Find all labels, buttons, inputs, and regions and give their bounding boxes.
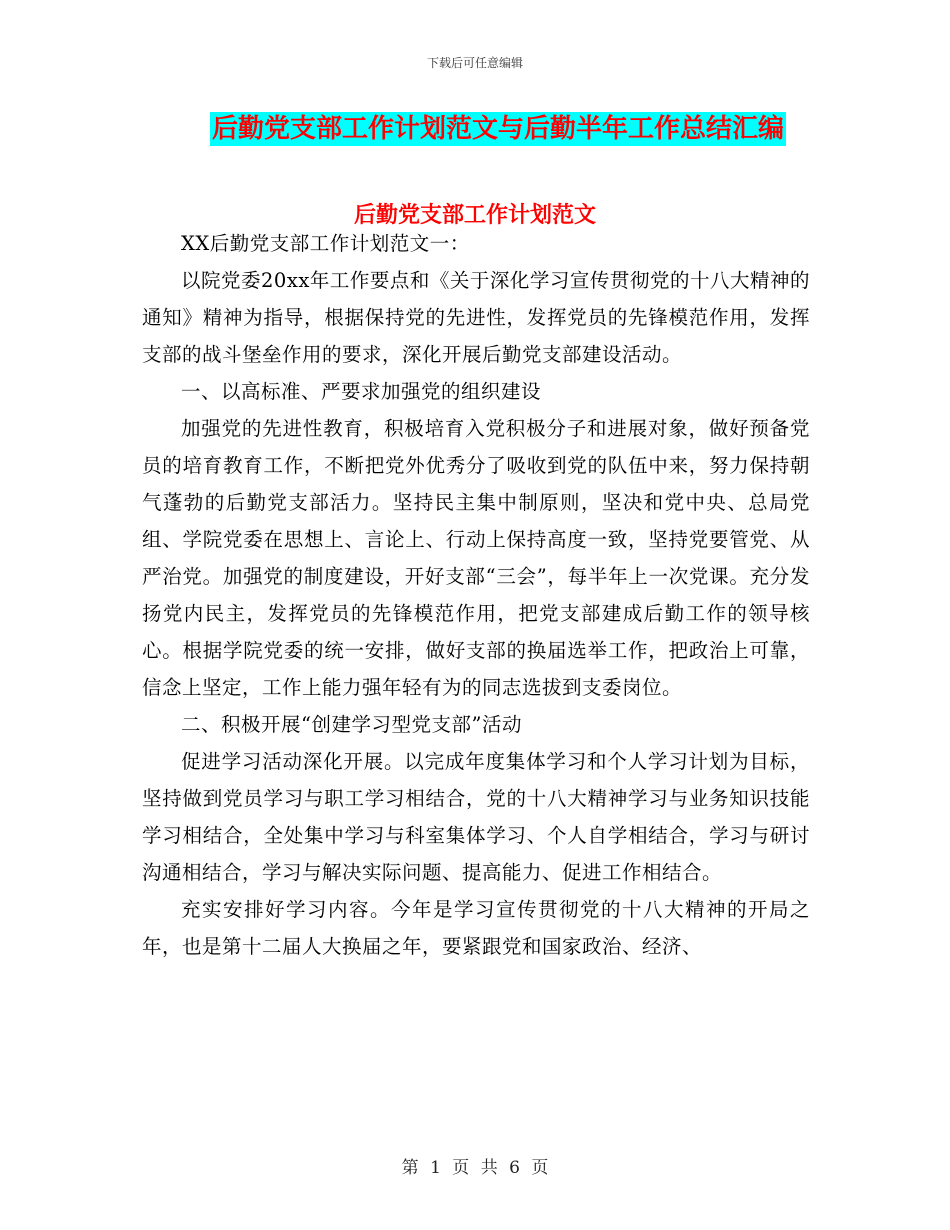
page-label-mid2: 共 <box>480 1158 498 1178</box>
section-title: 后勤党支部工作计划范文 <box>353 203 596 228</box>
paragraph: 一、以高标准、严要求加强党的组织建设 <box>181 380 542 403</box>
document-body <box>142 225 810 965</box>
page-label-mid1: 页 <box>452 1158 470 1178</box>
paragraph: 加强党的先进性教育，积极培育入党积极分子和进展对象，做好预备党员的培育教育工作，不断把党外优秀分了吸收到党的队伍中来，努力保持朝气蓬勃的后勤党支部活力。坚持民主集中制原则，坚决和党中央、总局党组、学院党委在思想上、言论上、行动上保持高度一致，坚持党要管党、从严治党。加强党的制度建设，开好支部“三会”，每半年上一次党课。充分发扬党内民主，发挥党员的先锋模范作用，把党支部建成后勤工作的领导核心。根据学院党委的统一安排，做好支部的换届选举工作，把政治上可靠，信念上坚定，工作上能力强年轻有为的同志选拔到支委岗位。 <box>142 417 810 699</box>
paragraph: 促进学习活动深化开展。以完成年度集体学习和个人学习计划为目标，坚持做到党员学习与职工学习相结合，党的十八大精神学习与业务知识技能学习相结合，全处集中学习与科室集体学习、个人自学相结合，学习与研讨沟通相结合，学习与解决实际问题、提高能力、促进工作相结合。 <box>142 750 810 884</box>
document-title: 后勤党支部工作计划范文与后勤半年工作总结汇编 <box>211 114 784 144</box>
paragraph: 以院党委20xx年工作要点和《关于深化学习宣传贯彻党的十八大精神的通知》精神为指导，根据保持党的先进性，发挥党员的先锋模范作用，发挥支部的战斗堡垒作用的要求，深化开展后勤党支部建设活动。 <box>142 269 810 366</box>
page-label-prefix: 第 <box>401 1158 419 1178</box>
paragraph: 充实安排好学习内容。今年是学习宣传贯彻党的十八大精神的开局之年，也是第十二届人大换届之年，要紧跟党和国家政治、经济、 <box>142 898 810 958</box>
page-current: 1 <box>430 1158 441 1178</box>
document-title-wrapper <box>0 112 950 146</box>
page-total: 6 <box>509 1158 520 1178</box>
paragraph: 二、积极开展“创建学习型党支部”活动 <box>181 713 522 736</box>
page-footer <box>0 1153 950 1178</box>
header-note: 下载后可任意编辑 <box>426 56 523 70</box>
page-label-suffix: 页 <box>531 1158 549 1178</box>
paragraph: XX后勤党支部工作计划范文一： <box>181 232 470 255</box>
